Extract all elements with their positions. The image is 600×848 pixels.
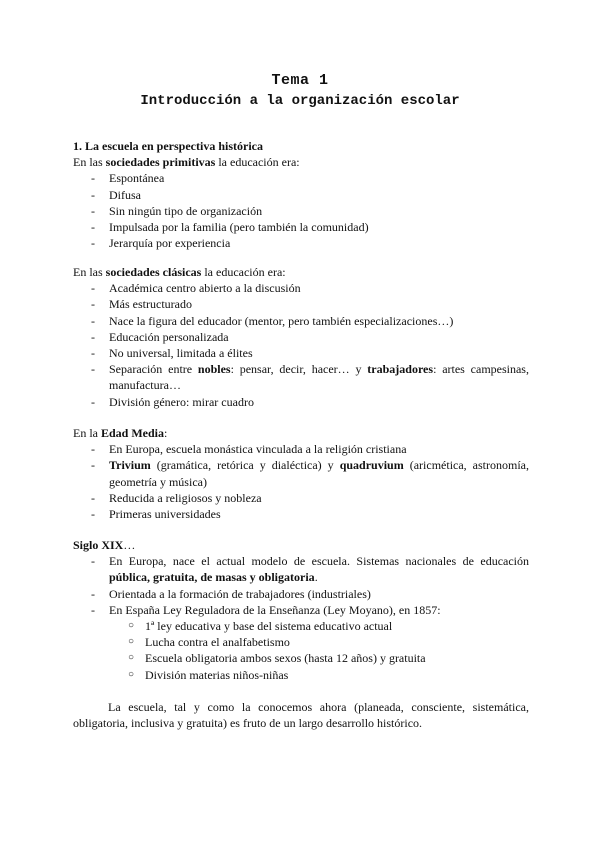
list-item: - Primeras universidades [91,507,221,522]
sub-list-item: ○ Escuela obligatoria ambos sexos (hasta 12 años) y gratuita [128,651,426,666]
page-title: Tema 1 [271,72,329,89]
list-item-trivium: - Trivium (gramática, retórica y dialéctica) y quadruvium (aricmética, astronomía, geometría y música) [91,458,529,489]
list-item: - En España Ley Reguladora de la Enseñanza (Ley Moyano), en 1857: [91,602,441,617]
list-item: - División género: mirar cuadro [91,394,254,409]
sub-list-item: ○ Lucha contra el analfabetismo [128,635,290,650]
list-item: - Jerarquía por experiencia [91,236,231,251]
closing-paragraph: La escuela, tal y como la conocemos ahora (planeada, consciente, sistemática, obligatoria, inclusiva y gratuita) es fruto de un largo desarrollo histórico. [73,700,529,731]
primitivas-intro: En las sociedades primitivas la educación era: [73,155,300,170]
list-item: - En Europa, nace el actual modelo de escuela. Sistemas nacionales de educación pública, gratuita, de masas y obligatoria. [91,554,529,585]
list-item: - Impulsada por la familia (pero también la comunidad) [91,220,369,235]
list-item: - Educación personalizada [91,329,229,344]
clasicas-intro: En las sociedades clásicas la educación era: [73,265,286,279]
section-siglo-xix [73,537,529,683]
media-intro: En la Edad Media: [73,426,168,440]
sub-list-item: ○ 1ª ley educativa y base del sistema educativo actual [128,619,393,634]
xix-heading: Siglo XIX… [73,538,136,552]
sub-list-item: ○ División materias niños-niñas [128,667,289,682]
page-subtitle: Introducción a la organización escolar [140,93,460,109]
section-edad-media [73,425,529,522]
list-item: - Reducida a religiosos y nobleza [91,490,262,505]
list-item-separacion: - Separación entre nobles: pensar, decir, hacer… y trabajadores: artes campesinas, manufactura… [91,362,529,393]
list-item: - Sin ningún tipo de organización [91,203,263,218]
section-primitivas [73,138,529,251]
list-item: - Orientada a la formación de trabajadores (industriales) [91,586,371,601]
list-item: - Espontánea [91,171,165,186]
list-item: - Nace la figura del educador (mentor, pero también especializaciones…) [91,313,454,328]
section-heading: 1. La escuela en perspectiva histórica [73,139,263,153]
list-item: - Más estructurado [91,297,192,312]
section-clasicas [73,264,529,410]
list-item: - No universal, limitada a élites [91,346,253,361]
list-item: - En Europa, escuela monástica vinculada a la religión cristiana [91,442,407,457]
list-item: - Difusa [91,187,141,202]
list-item: - Académica centro abierto a la discusión [91,281,301,296]
